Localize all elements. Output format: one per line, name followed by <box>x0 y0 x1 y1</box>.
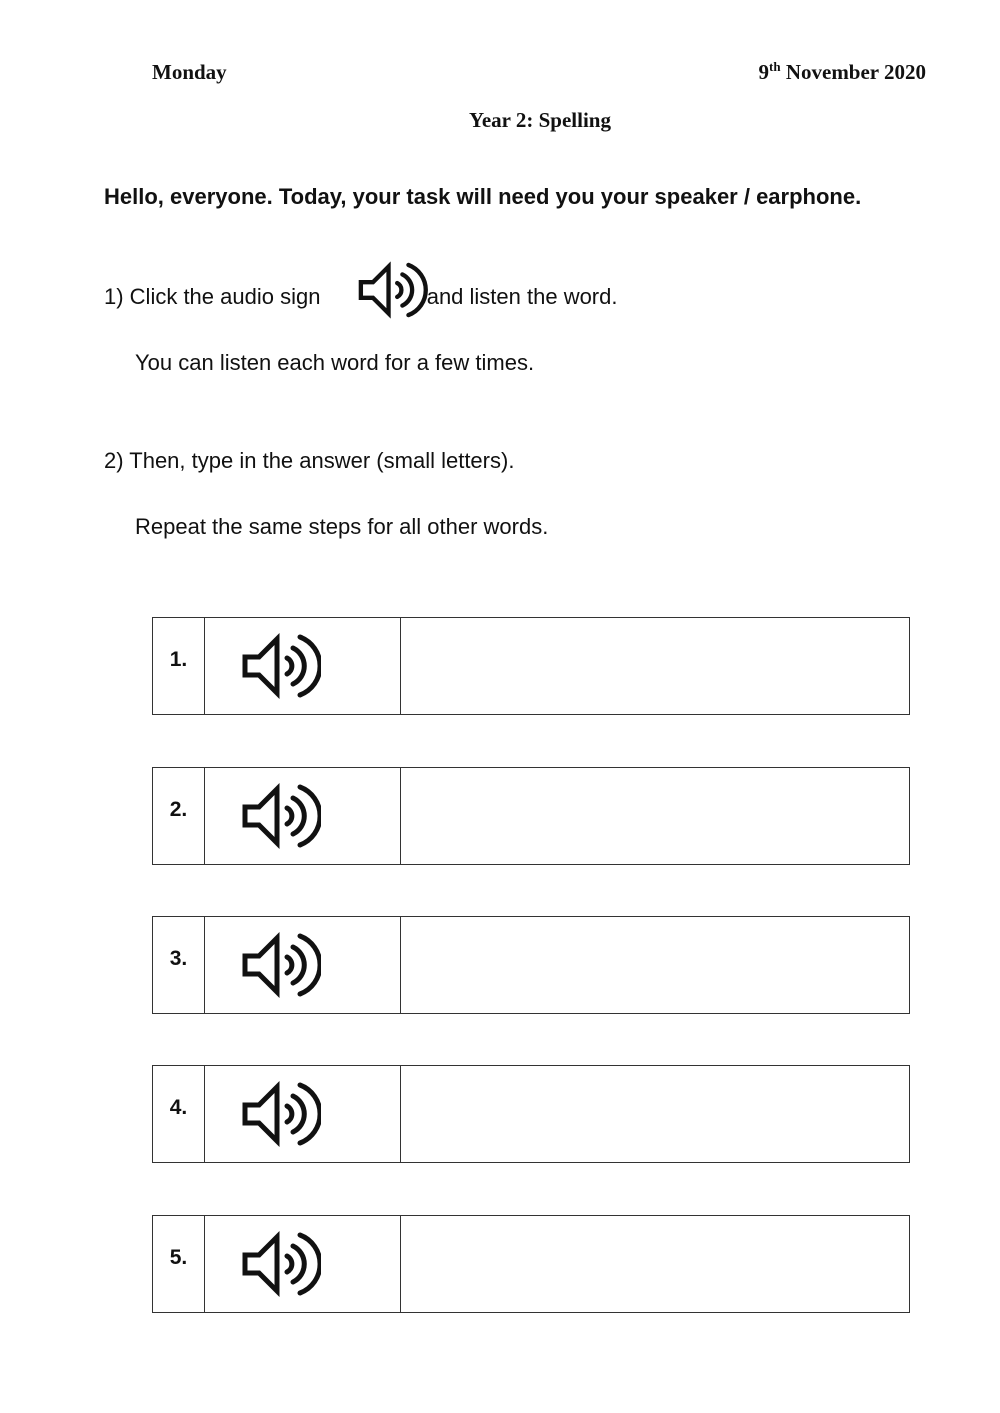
answer-input-1[interactable] <box>401 618 909 714</box>
row-number: 2. <box>153 768 205 864</box>
speaker-icon <box>356 258 428 322</box>
answer-row <box>152 1215 910 1313</box>
date-day: 9 <box>758 60 770 84</box>
row-number: 4. <box>153 1066 205 1162</box>
step1-note: You can listen each word for a few times. <box>135 350 535 375</box>
answer-row <box>152 916 910 1014</box>
answer-row <box>152 767 910 865</box>
answer-cell <box>401 917 909 1013</box>
audio-cell <box>205 1066 401 1162</box>
intro-text: Hello, everyone. Today, your task will need you your speaker / earphone. <box>104 184 862 209</box>
speaker-icon[interactable] <box>241 629 321 703</box>
answer-cell <box>401 618 909 714</box>
audio-cell <box>205 768 401 864</box>
step1-before: 1) Click the audio sign <box>104 284 321 309</box>
row-number: 1. <box>153 618 205 714</box>
day-label: Monday <box>152 60 227 84</box>
date-rest: November 2020 <box>780 60 926 84</box>
audio-cell <box>205 917 401 1013</box>
date-label <box>759 60 926 85</box>
answer-input-5[interactable] <box>401 1216 909 1312</box>
step1-after: and listen the word. <box>426 284 618 309</box>
page-title: Year 2: Spelling <box>469 108 611 132</box>
answer-cell <box>401 1066 909 1162</box>
audio-cell <box>205 618 401 714</box>
date-suffix: th <box>769 59 781 74</box>
answer-row <box>152 617 910 715</box>
speaker-icon[interactable] <box>241 1077 321 1151</box>
speaker-icon[interactable] <box>241 928 321 1002</box>
answer-cell <box>401 768 909 864</box>
answer-input-2[interactable] <box>401 768 909 864</box>
speaker-icon[interactable] <box>241 1227 321 1301</box>
speaker-icon[interactable] <box>241 779 321 853</box>
step2-text: 2) Then, type in the answer (small letters). <box>104 448 515 473</box>
row-number: 5. <box>153 1216 205 1312</box>
answer-row <box>152 1065 910 1163</box>
answer-cell <box>401 1216 909 1312</box>
audio-cell <box>205 1216 401 1312</box>
answer-input-4[interactable] <box>401 1066 909 1162</box>
step2-note: Repeat the same steps for all other words. <box>135 514 549 539</box>
answer-input-3[interactable] <box>401 917 909 1013</box>
row-number: 3. <box>153 917 205 1013</box>
